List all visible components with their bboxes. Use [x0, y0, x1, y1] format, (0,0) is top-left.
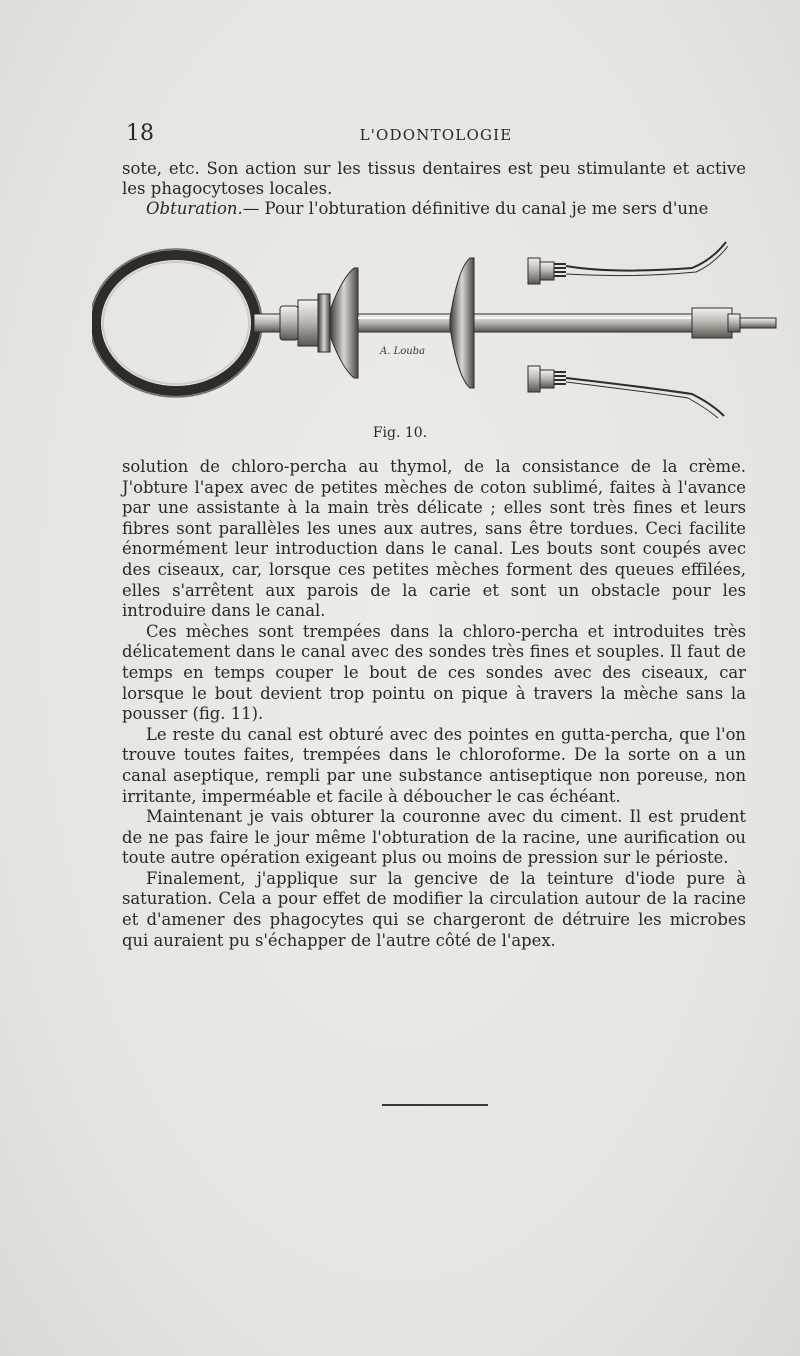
running-head [126, 121, 746, 151]
obturation-paragraph [122, 199, 746, 219]
plunger-rod [358, 314, 698, 332]
obturation-text: — Pour l'obturation définitive du canal je me sers d'une [242, 199, 709, 218]
paragraph: solution de chloro-percha au thymol, de la consistance de la crème. J'obture l'apex avec de petites mèches de coton sublimé, faites à l'avance par une assistante à la main très délicate ; elles sont très fines et leurs fibres sont parallèles les unes aux autres, sans être tordues. Ceci facilite énormément leur introduction dans le canal. Les bouts sont coupés avec des ciseaux, car, lorsque ces petites mèches forment des queues effilées, elles s'arrêtent aux parois de la carie et sont un obstacle pour les introduire dans le canal. [122, 457, 746, 621]
paragraph: Le reste du canal est obturé avec des pointes en gutta-percha, que l'on trouve toutes faites, trempées dans le chloroforme. De la sorte on a un canal aseptique, rempli par une substance antiseptique non poreuse, non irritante, imperméable et facile à déboucher le cas échéant. [122, 724, 746, 806]
syringe-engraving [92, 238, 782, 428]
ring-handle [96, 255, 256, 391]
text-block-main [122, 457, 746, 951]
obturation-label: Obturation. [146, 199, 243, 218]
figure-caption: Fig. 10. [372, 425, 428, 441]
paragraph: sote, etc. Son action sur les tissus dentaires est peu stimulante et active les phagocytoses locales. [122, 159, 746, 198]
engraver-signature: A. Louba [380, 346, 426, 357]
text-block-top [122, 159, 746, 219]
paragraph: Finalement, j'applique sur la gencive de la teinture d'iode pure à saturation. Cela a pour effet de modifier la circulation autour de la racine et d'amener des phagocytes qui se chargeront de détruire les microbes qui auraient pu s'échapper de l'autre côté de l'apex. [122, 868, 746, 950]
end-rule-divider [382, 1104, 488, 1106]
page-number: 18 [126, 121, 154, 146]
paragraph: Ces mèches sont trempées dans la chloro-percha et introduites très délicatement dans le canal avec des sondes très fines et souples. Il faut de temps en temps couper le bout de ces sondes avec des ciseaux, car lorsque le bout devient trop pointu on pique à travers la mèche sans la pousser (fig. 11). [122, 621, 746, 724]
paragraph: Maintenant je vais obturer la couronne avec du ciment. Il est prudent de ne pas faire le jour même l'obturation de la racine, une aurification ou toute autre opération exigeant plus ou moins de pression sur le périoste. [122, 807, 746, 868]
figure-10-syringe-illustration [92, 238, 782, 428]
running-title: L'ODONTOLOGIE [359, 126, 513, 144]
